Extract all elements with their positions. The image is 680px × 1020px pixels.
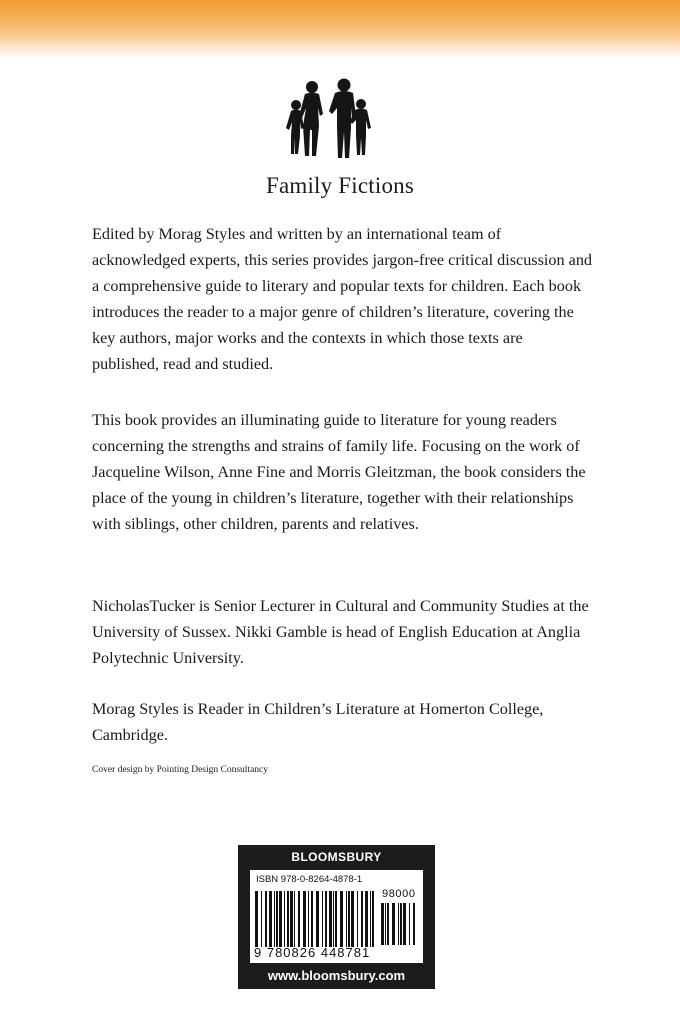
barcode-bar [340, 891, 343, 947]
barcode-bars [255, 891, 377, 947]
authors-bio-paragraph: NicholasTucker is Senior Lecturer in Cultural and Community Studies at the University of Sussex. Nikki Gamble is head of English Education at Anglia Polytechnic University. [92, 597, 589, 667]
barcode-area [250, 870, 423, 963]
barcode-bar [381, 903, 384, 945]
barcode-bar [284, 891, 285, 947]
barcode-bar [276, 891, 278, 947]
cover-design-credit: Cover design by Pointing Design Consultancy [92, 765, 269, 775]
barcode-bar [294, 891, 295, 947]
barcode-bar [403, 903, 406, 945]
series-description-paragraph: Edited by Morag Styles and written by an international team of acknowledged experts, this series provides jargon-free critical discussion and a comprehensive guide to literary and popular texts for children. Each book introduces the reader to a major genre of children’s literature, covering the key authors, major works and the contexts in which those texts are published, read and studied. [92, 225, 593, 373]
barcode-panel [238, 845, 435, 989]
barcode-bar [333, 891, 334, 947]
barcode-bar [348, 891, 350, 947]
barcode-bar [329, 891, 332, 947]
barcode-addon-bars [381, 903, 419, 945]
isbn-label: ISBN 978-0-8264-4878-1 [256, 874, 363, 885]
barcode-bar [298, 891, 300, 947]
barcode-bar [409, 903, 410, 945]
barcode-bar [322, 891, 323, 947]
barcode-bar [265, 891, 267, 947]
barcode-bar [372, 891, 374, 947]
barcode-bar [279, 891, 282, 947]
barcode-bar [316, 891, 319, 947]
barcode-bar [290, 891, 293, 947]
barcode-bar [269, 891, 272, 947]
barcode-digits: 9 780826 448781 [254, 945, 371, 960]
barcode-bar [308, 891, 309, 947]
barcode-bar [413, 903, 415, 945]
barcode-bar [385, 903, 386, 945]
barcode-bar [400, 903, 402, 945]
barcode-bar [398, 903, 399, 945]
family-silhouette-icon [282, 78, 374, 160]
publisher-name: BLOOMSBURY [291, 850, 382, 864]
top-orange-band [0, 0, 680, 58]
barcode-bar [335, 891, 337, 947]
barcode-bar [392, 903, 395, 945]
barcode-bar [303, 891, 306, 947]
series-title: Family Fictions [265, 173, 415, 198]
barcode-bar [255, 891, 258, 947]
barcode-bar [370, 891, 371, 947]
barcode-bar [287, 891, 289, 947]
book-description-paragraph: This book provides an illuminating guide to literature for young readers concerning the strengths and strains of family life. Focusing on the work of Jacqueline Wilson, Anne Fine and Morris Gleitzman, the book considers the place of the young in children’s literature, together with their relationships with siblings, other children, parents and relatives. [92, 411, 586, 533]
barcode-bar [346, 891, 347, 947]
barcode-bar [274, 891, 275, 947]
barcode-bar [325, 891, 327, 947]
barcode-bar [361, 891, 363, 947]
barcode-addon-number: 98000 [382, 888, 416, 900]
barcode-bar [351, 891, 354, 947]
barcode-bar [387, 903, 389, 945]
barcode-bar [357, 891, 358, 947]
barcode-bar [311, 891, 313, 947]
editor-bio-paragraph: Morag Styles is Reader in Children’s Literature at Homerton College, Cambridge. [92, 700, 544, 744]
barcode-bar [261, 891, 262, 947]
barcode-bar [365, 891, 368, 947]
publisher-website: www.bloomsbury.com [267, 968, 406, 983]
